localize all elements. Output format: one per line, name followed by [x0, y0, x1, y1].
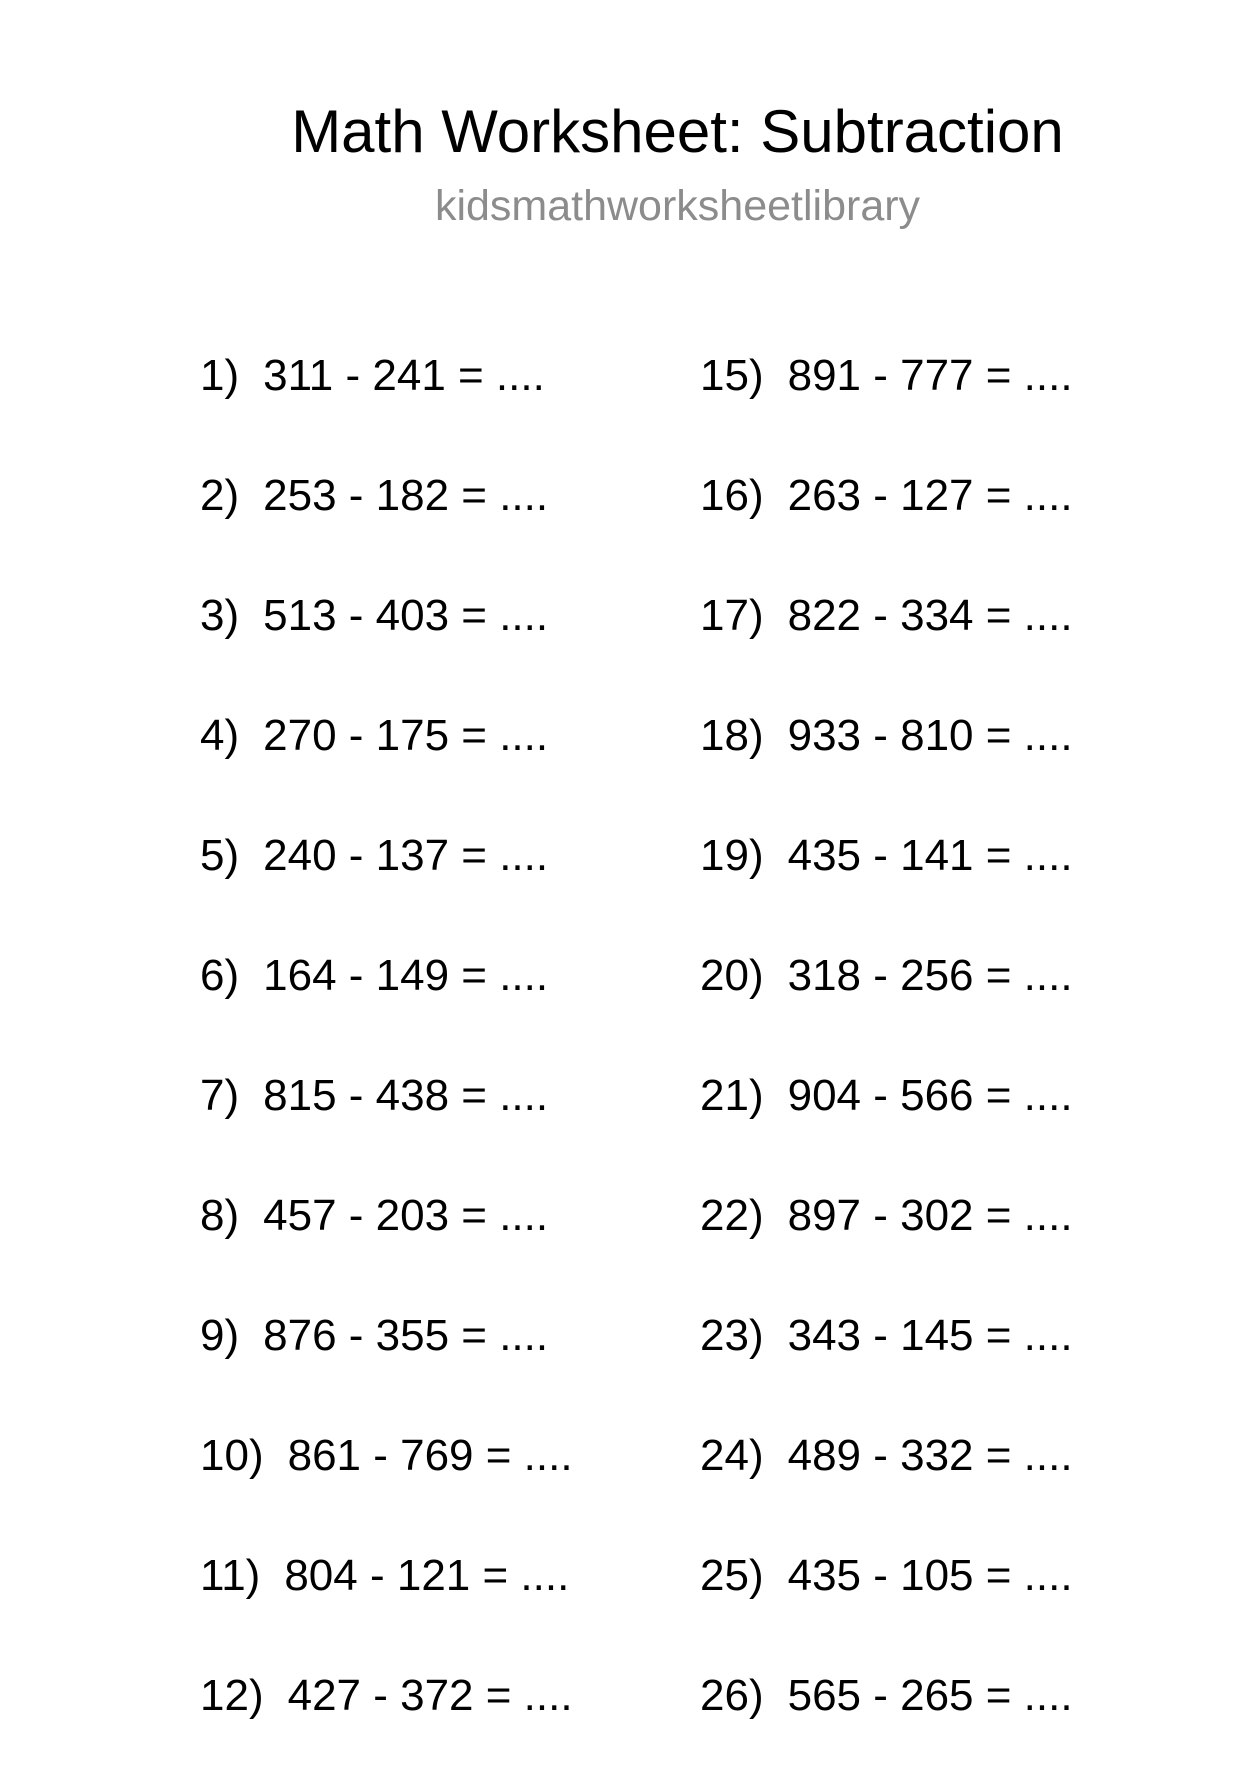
problem-expression: 457 - 203 = .... [263, 1191, 549, 1240]
problem-number: 9) [200, 1311, 240, 1360]
problem-expression: 861 - 769 = .... [287, 1431, 573, 1480]
problem-number: 8) [200, 1191, 240, 1240]
problem-item [200, 1068, 573, 1188]
problem-number: 15) [700, 351, 764, 400]
problem-number: 17) [700, 591, 764, 640]
problem-item [200, 1548, 573, 1668]
problem-expression: 897 - 302 = .... [787, 1191, 1073, 1240]
problem-expression: 891 - 777 = .... [787, 351, 1073, 400]
problem-item [700, 1668, 1073, 1788]
problem-item [200, 708, 573, 828]
problem-item [200, 348, 573, 468]
problem-number: 24) [700, 1431, 764, 1480]
problem-expression: 253 - 182 = .... [263, 471, 549, 520]
problem-item [700, 1068, 1073, 1188]
problem-expression: 804 - 121 = .... [284, 1551, 570, 1600]
problem-expression: 815 - 438 = .... [263, 1071, 549, 1120]
problem-number: 12) [200, 1671, 264, 1720]
problem-expression: 435 - 105 = .... [787, 1551, 1073, 1600]
problem-number: 10) [200, 1431, 264, 1480]
problem-column-right [700, 348, 1073, 1788]
problem-item [200, 828, 573, 948]
problem-expression: 343 - 145 = .... [787, 1311, 1073, 1360]
problem-number: 26) [700, 1671, 764, 1720]
problem-expression: 435 - 141 = .... [787, 831, 1073, 880]
problem-item [700, 948, 1073, 1068]
problem-item [200, 1308, 573, 1428]
page-title: Math Worksheet: Subtraction [291, 98, 1064, 165]
problem-expression: 164 - 149 = .... [263, 951, 549, 1000]
problem-expression: 876 - 355 = .... [263, 1311, 549, 1360]
problem-item [700, 1428, 1073, 1548]
problem-number: 25) [700, 1551, 764, 1600]
problem-item [700, 828, 1073, 948]
problem-number: 23) [700, 1311, 764, 1360]
problem-item [200, 1428, 573, 1548]
problem-item [700, 708, 1073, 828]
problem-number: 18) [700, 711, 764, 760]
problem-expression: 318 - 256 = .... [787, 951, 1073, 1000]
problem-number: 6) [200, 951, 240, 1000]
problem-item [700, 348, 1073, 468]
problem-item [700, 468, 1073, 588]
problem-number: 1) [200, 351, 240, 400]
problem-expression: 933 - 810 = .... [787, 711, 1073, 760]
problem-expression: 240 - 137 = .... [263, 831, 549, 880]
problem-expression: 513 - 403 = .... [263, 591, 549, 640]
problem-item [200, 468, 573, 588]
problem-number: 4) [200, 711, 240, 760]
problem-expression: 565 - 265 = .... [787, 1671, 1073, 1720]
problem-expression: 427 - 372 = .... [287, 1671, 573, 1720]
problem-expression: 270 - 175 = .... [263, 711, 549, 760]
problem-number: 11) [200, 1551, 261, 1600]
problem-number: 5) [200, 831, 240, 880]
problem-number: 7) [200, 1071, 240, 1120]
problem-item [200, 948, 573, 1068]
page-subtitle: kidsmathworksheetlibrary [434, 182, 921, 230]
problem-number: 21) [700, 1071, 764, 1120]
problem-expression: 489 - 332 = .... [787, 1431, 1073, 1480]
problem-expression: 311 - 241 = .... [263, 351, 545, 400]
problem-item [700, 588, 1073, 708]
problem-item [700, 1308, 1073, 1428]
problem-number: 3) [200, 591, 240, 640]
problem-number: 22) [700, 1191, 764, 1240]
problem-number: 20) [700, 951, 764, 1000]
problem-number: 19) [700, 831, 764, 880]
problem-number: 16) [700, 471, 764, 520]
problem-item [200, 588, 573, 708]
problem-item [700, 1548, 1073, 1668]
problem-expression: 822 - 334 = .... [787, 591, 1073, 640]
problem-column-left [200, 348, 573, 1788]
problem-number: 2) [200, 471, 240, 520]
problem-item [200, 1188, 573, 1308]
problem-expression: 263 - 127 = .... [787, 471, 1073, 520]
problem-item [200, 1668, 573, 1788]
problem-item [700, 1188, 1073, 1308]
problem-expression: 904 - 566 = .... [787, 1071, 1073, 1120]
